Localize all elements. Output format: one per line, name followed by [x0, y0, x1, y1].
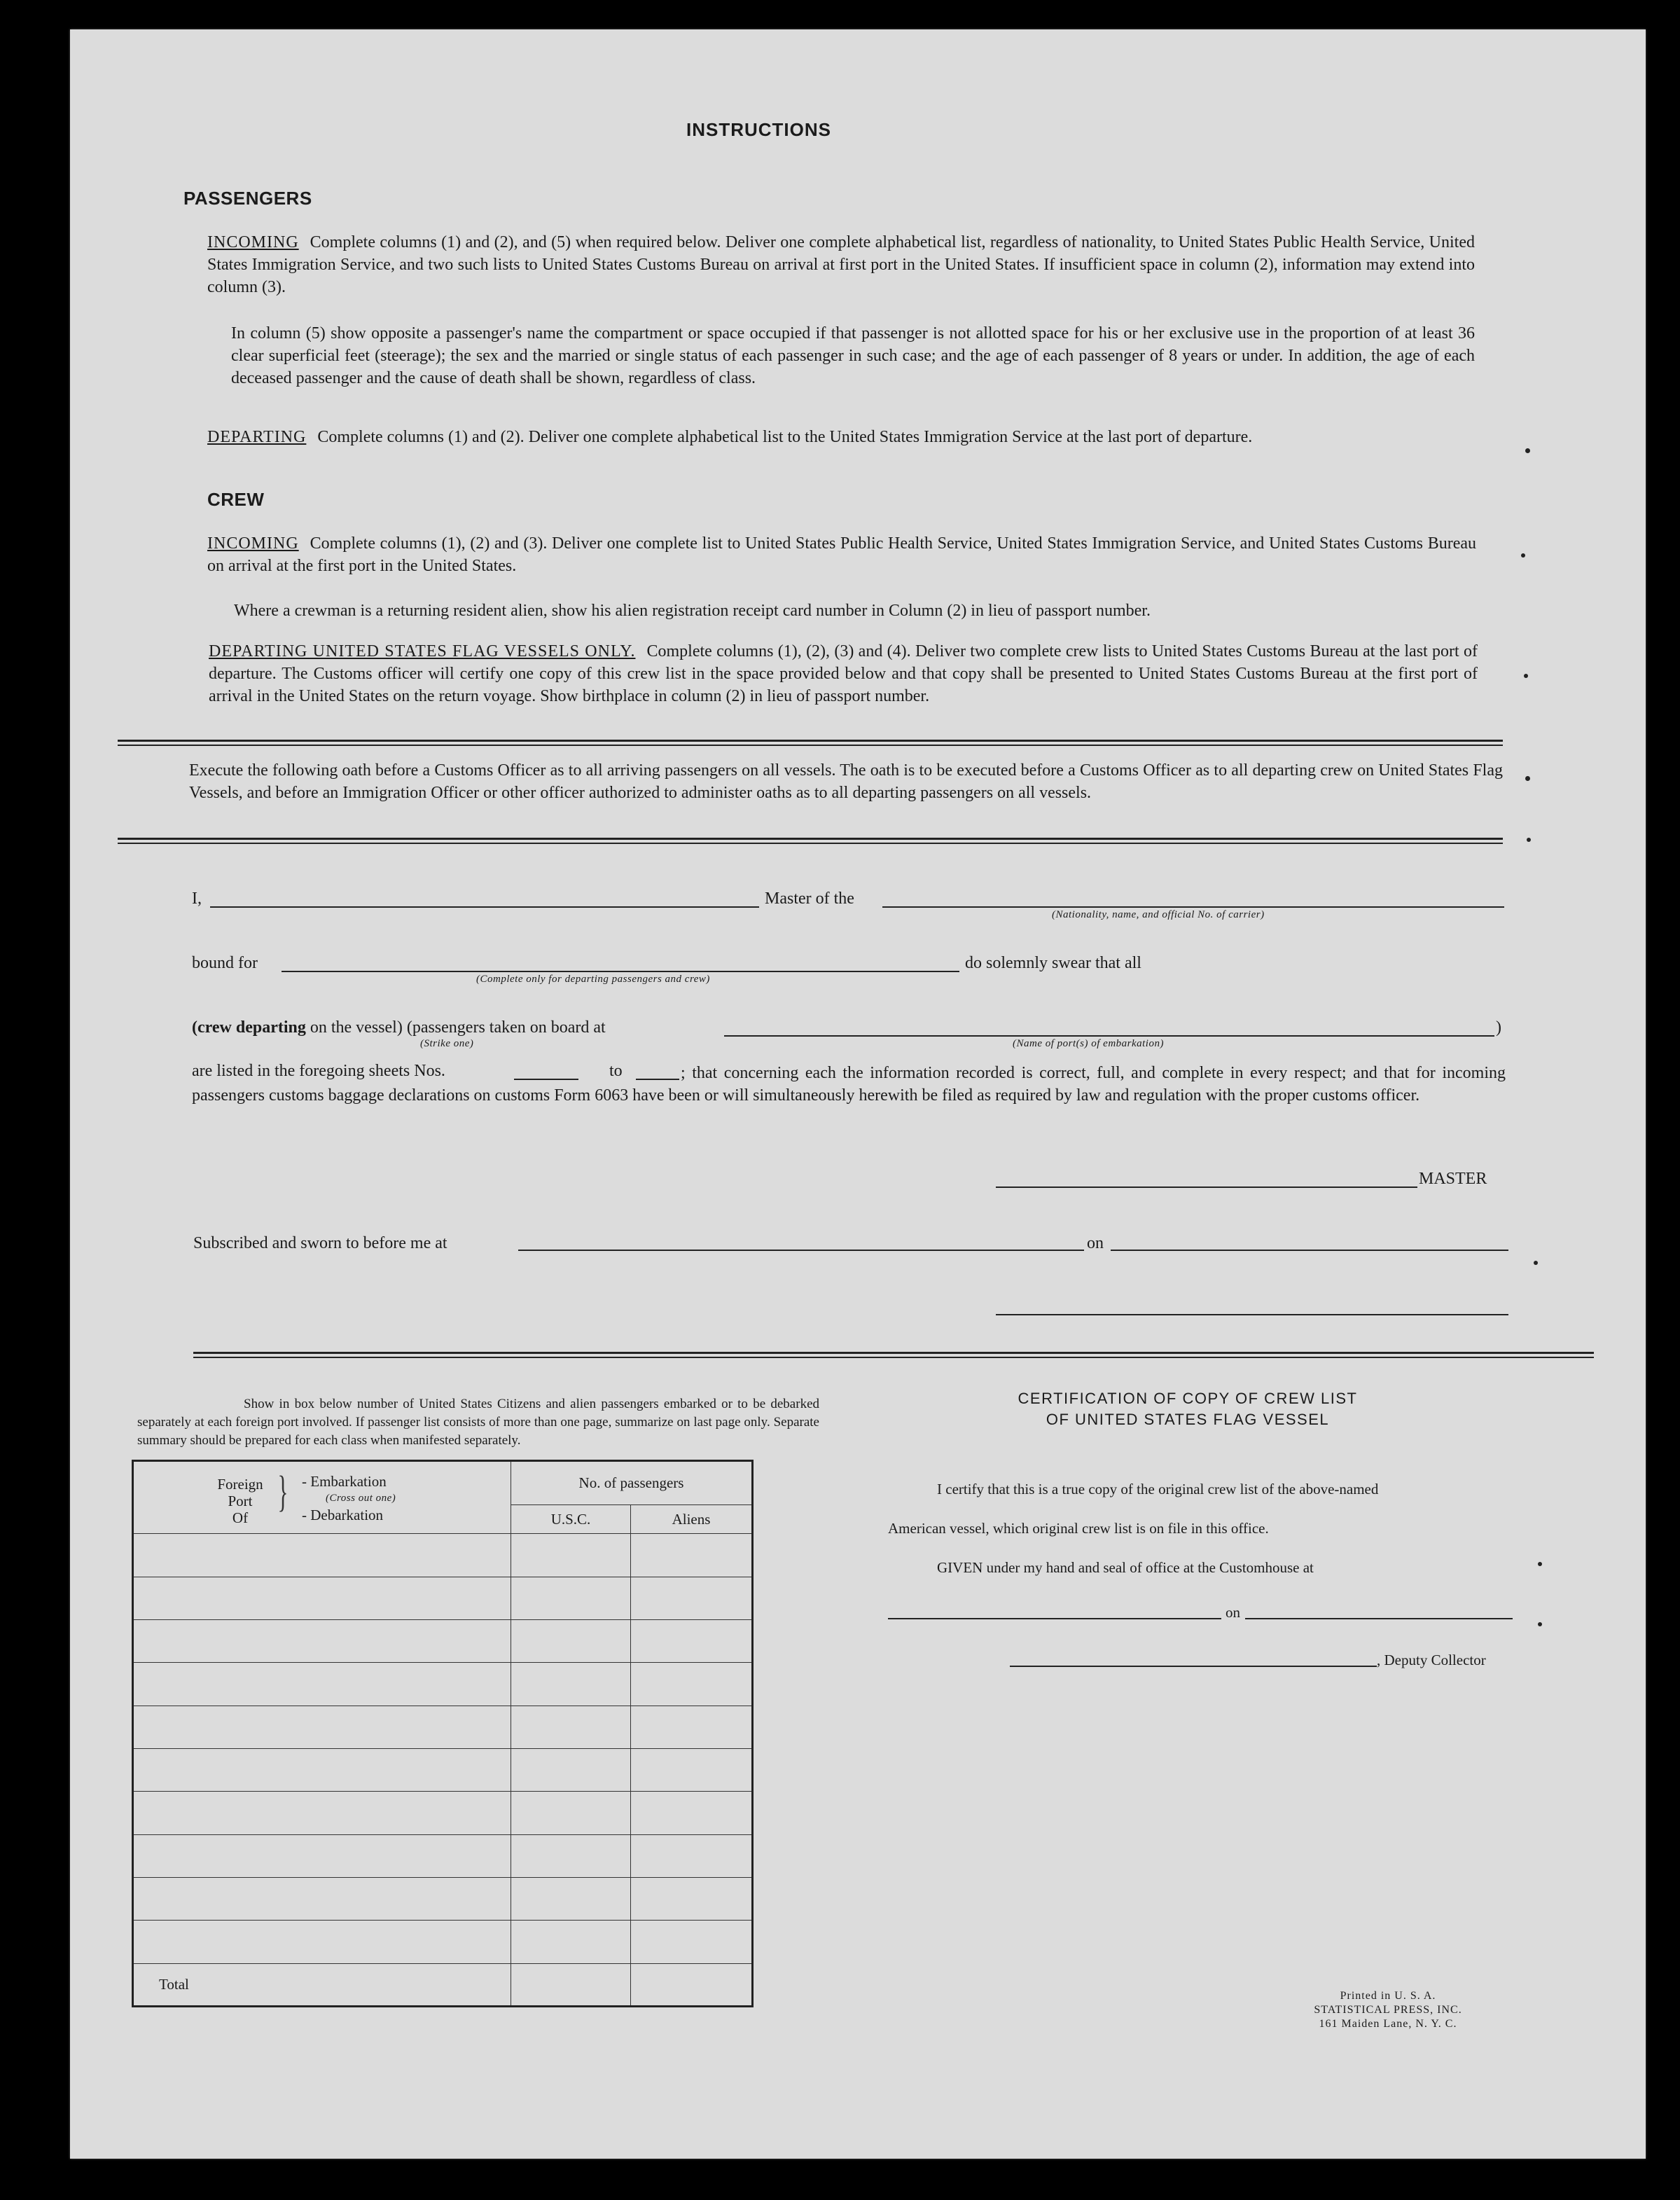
table-row: [133, 1877, 753, 1920]
usc-cell[interactable]: [511, 1921, 631, 1963]
sworn-on-label: on: [1087, 1234, 1104, 1252]
aliens-cell[interactable]: [631, 1663, 753, 1706]
instructions-title: INSTRUCTIONS: [686, 119, 831, 140]
passenger-summary-table: [132, 1460, 754, 2007]
customhouse-field[interactable]: [888, 1618, 1221, 1619]
oath-i: I,: [192, 890, 202, 908]
sworn-place-field[interactable]: [518, 1250, 1084, 1251]
close-paren: ): [1496, 1018, 1501, 1037]
summary-note: Show in box below number of United States Citizens and alien passengers embarked or to be debarked separately at each foreign port involved. If passenger list consists of more than one page, summarize on last page only. Separate summary should be prepared for each class when manifested separately.: [137, 1397, 819, 1448]
sheets-to-text: to: [609, 1062, 623, 1080]
deputy-signature-field[interactable]: [1010, 1666, 1377, 1667]
speck: [1527, 838, 1531, 842]
crew-departing-label: DEPARTING UNITED STATES FLAG VESSELS ONLY.: [209, 642, 636, 660]
crew-incoming-paragraph: [207, 532, 1476, 577]
section-divider: [193, 1352, 1594, 1358]
printed-in-usa: Printed in U. S. A.: [1340, 1990, 1436, 2002]
port-cell[interactable]: [133, 1877, 511, 1920]
cross-out-caption: (Cross out one): [326, 1493, 396, 1504]
passengers-departing-label: DEPARTING: [207, 428, 307, 446]
table-row: [133, 1921, 753, 1963]
carrier-field[interactable]: [882, 906, 1504, 908]
section-divider: [118, 838, 1503, 844]
strike-one-caption: (Strike one): [420, 1038, 474, 1049]
usc-cell[interactable]: [511, 1619, 631, 1662]
speck: [1525, 448, 1530, 453]
table-row: [133, 1663, 753, 1706]
aliens-cell[interactable]: [631, 1577, 753, 1619]
table-row: [133, 1748, 753, 1791]
crew-departing-choice[interactable]: (crew departing: [192, 1018, 306, 1037]
port-cell[interactable]: [133, 1748, 511, 1791]
certify-line-3: GIVEN under my hand and seal of office at the Customhouse at: [937, 1559, 1314, 1576]
resident-alien-paragraph: Where a crewman is a returning resident alien, show his alien registration receipt card number in Column (2) in lieu of passport number.: [234, 602, 1151, 620]
subscribed-label: Subscribed and sworn to before me at: [193, 1234, 447, 1252]
master-signature-field[interactable]: [996, 1187, 1417, 1188]
port-cell[interactable]: [133, 1921, 511, 1963]
speck: [1521, 553, 1525, 558]
usc-cell[interactable]: [511, 1877, 631, 1920]
usc-cell[interactable]: [511, 1663, 631, 1706]
speck: [1534, 1261, 1538, 1265]
speck: [1525, 776, 1530, 781]
embarkation-ports-field[interactable]: [724, 1035, 1494, 1037]
deputy-collector-label: , Deputy Collector: [1377, 1652, 1486, 1668]
sworn-date-field[interactable]: [1111, 1250, 1508, 1251]
embark-debark-options: [302, 1473, 396, 1523]
usc-cell[interactable]: [511, 1834, 631, 1877]
on-the-vessel-text: on the vessel) (passengers taken on board at: [310, 1018, 606, 1037]
brace-icon: }: [277, 1468, 289, 1516]
aliens-cell[interactable]: [631, 1534, 753, 1577]
table-row: [133, 1706, 753, 1748]
aliens-cell[interactable]: [631, 1792, 753, 1834]
crew-incoming-text: Complete columns (1), (2) and (3). Deliver one complete list to United States Public Health Service, United States Immigration Service, and United States Customs Bureau on arrival at the first port in the United States.: [207, 534, 1476, 575]
no-of-passengers-header: No. of passengers: [511, 1461, 753, 1505]
port-cell[interactable]: [133, 1834, 511, 1877]
cert-date-field[interactable]: [1245, 1618, 1513, 1619]
port-cell[interactable]: [133, 1619, 511, 1662]
bound-for-field[interactable]: [282, 971, 959, 972]
aliens-cell[interactable]: [631, 1877, 753, 1920]
passengers-incoming-label: INCOMING: [207, 233, 299, 251]
crew-departing-paragraph: [209, 640, 1478, 707]
oath-instruction: Execute the following oath before a Customs Officer as to all arriving passengers on all vessels. The oath is to be executed before a Customs Officer as to all departing crew on United States Flag Vessels, and before an Immigration Officer or other officer authorized to administer oaths as to all departing passengers on all vessels.: [189, 761, 1503, 802]
usc-total-cell[interactable]: [511, 1963, 631, 2006]
ports-caption: (Name of port(s) of embarkation): [1013, 1038, 1164, 1049]
passengers-incoming-paragraph: [207, 231, 1475, 298]
bound-for-caption: (Complete only for departing passengers and crew): [476, 974, 710, 985]
crew-departing-text: Complete columns (1), (2), (3) and (4). Deliver two complete crew lists to United States Customs Bureau at the last port of departure. The Customs officer will certify one copy of this crew list in the space provided below and that copy shall be presented to United States Customs Bureau at the first port of arrival in the United States on the return voyage. Show birthplace in column (2) in lieu of passport number.: [209, 642, 1478, 705]
table-row: [133, 1834, 753, 1877]
aliens-cell[interactable]: [631, 1706, 753, 1748]
bound-for-label: bound for: [192, 954, 258, 972]
table-row: [133, 1619, 753, 1662]
crew-heading: CREW: [207, 489, 265, 510]
foreign-port-header: [133, 1461, 511, 1534]
aliens-cell[interactable]: [631, 1619, 753, 1662]
aliens-header: Aliens: [631, 1505, 753, 1534]
table-row: [133, 1792, 753, 1834]
total-label: Total: [133, 1963, 511, 2006]
master-signature-label: MASTER: [1419, 1170, 1487, 1188]
table-total-row: [133, 1963, 753, 2006]
table-row: [133, 1577, 753, 1619]
speck: [1524, 674, 1528, 678]
table-header-row: [133, 1461, 753, 1505]
aliens-cell[interactable]: [631, 1834, 753, 1877]
port-label: Port: [228, 1493, 253, 1509]
swear-text: do solemnly swear that all: [965, 954, 1141, 972]
usc-cell[interactable]: [511, 1534, 631, 1577]
of-label: Of: [232, 1509, 249, 1526]
passengers-departing-paragraph: [207, 426, 1475, 448]
crew-passengers-line: [192, 1018, 606, 1037]
table-row: [133, 1534, 753, 1577]
port-cell[interactable]: [133, 1706, 511, 1748]
certification-heading-line-1: CERTIFICATION OF COPY OF CREW LIST: [1018, 1390, 1358, 1407]
carrier-caption: (Nationality, name, and official No. of carrier): [1052, 909, 1265, 920]
oath-statement: ; that concerning each the information recorded is correct, full, and complete in every respect; and that for incoming passengers customs baggage declarations on customs Form 6063 have been or will simultaneously herewith be filed as required by law and regulation with the proper customs officer.: [192, 1064, 1506, 1105]
aliens-total-cell[interactable]: [631, 1963, 753, 2006]
crew-incoming-label: INCOMING: [207, 534, 299, 553]
passengers-incoming-text: Complete columns (1) and (2), and (5) when required below. Deliver one complete alphabetical list, regardless of nationality, to United States Public Health Service, United States Immigration Service, and two such lists to United States Customs Bureau on arrival at first port in the United States. If insufficient space in column (2), information may extend into column (3).: [207, 233, 1475, 296]
usc-cell[interactable]: [511, 1748, 631, 1791]
certification-heading: [866, 1388, 1510, 1430]
speck: [1538, 1622, 1542, 1626]
usc-cell[interactable]: [511, 1706, 631, 1748]
cert-on-label: on: [1226, 1604, 1240, 1621]
column5-paragraph: In column (5) show opposite a passenger's name the compartment or space occupied if that passenger is not allotted space for his or her exclusive use in the proportion of at least 36 clear superficial feet (steerage); the sex and the married or single status of each passenger in such case; and the age of each passenger of 8 years or under. In addition, the age of each deceased passenger and the cause of death shall be shown, regardless of class.: [231, 324, 1475, 387]
master-of-the-label: Master of the: [765, 890, 854, 908]
debarkation-option[interactable]: - Debarkation: [302, 1507, 384, 1523]
certify-line-2: American vessel, which original crew list is on file in this office.: [888, 1520, 1269, 1537]
usc-cell[interactable]: [511, 1577, 631, 1619]
port-cell[interactable]: [133, 1663, 511, 1706]
printer-address: 161 Maiden Lane, N. Y. C.: [1319, 2018, 1457, 2030]
aliens-cell[interactable]: [631, 1921, 753, 1963]
officer-signature-field[interactable]: [996, 1314, 1508, 1315]
foreign-label: Foreign: [217, 1476, 263, 1493]
printer-imprint: [1290, 1989, 1486, 2031]
usc-header: U.S.C.: [511, 1505, 631, 1534]
certification-heading-line-2: OF UNITED STATES FLAG VESSEL: [1046, 1411, 1330, 1428]
usc-cell[interactable]: [511, 1792, 631, 1834]
embarkation-option[interactable]: - Embarkation: [302, 1473, 387, 1490]
certify-line-1: I certify that this is a true copy of the original crew list of the above-named: [937, 1481, 1379, 1497]
sheets-from-text: are listed in the foregoing sheets Nos.: [192, 1062, 445, 1080]
master-name-field[interactable]: [210, 906, 759, 908]
port-cell[interactable]: [133, 1792, 511, 1834]
section-divider: [118, 740, 1503, 746]
speck: [1538, 1562, 1542, 1566]
passengers-heading: PASSENGERS: [183, 188, 312, 209]
foreign-port-of-label: [212, 1476, 268, 1526]
port-cell[interactable]: [133, 1534, 511, 1577]
printer-name: STATISTICAL PRESS, INC.: [1314, 2004, 1462, 2016]
passengers-departing-text: Complete columns (1) and (2). Deliver one complete alphabetical list to the United States Immigration Service at the last port of departure.: [317, 428, 1253, 446]
port-cell[interactable]: [133, 1577, 511, 1619]
aliens-cell[interactable]: [631, 1748, 753, 1791]
